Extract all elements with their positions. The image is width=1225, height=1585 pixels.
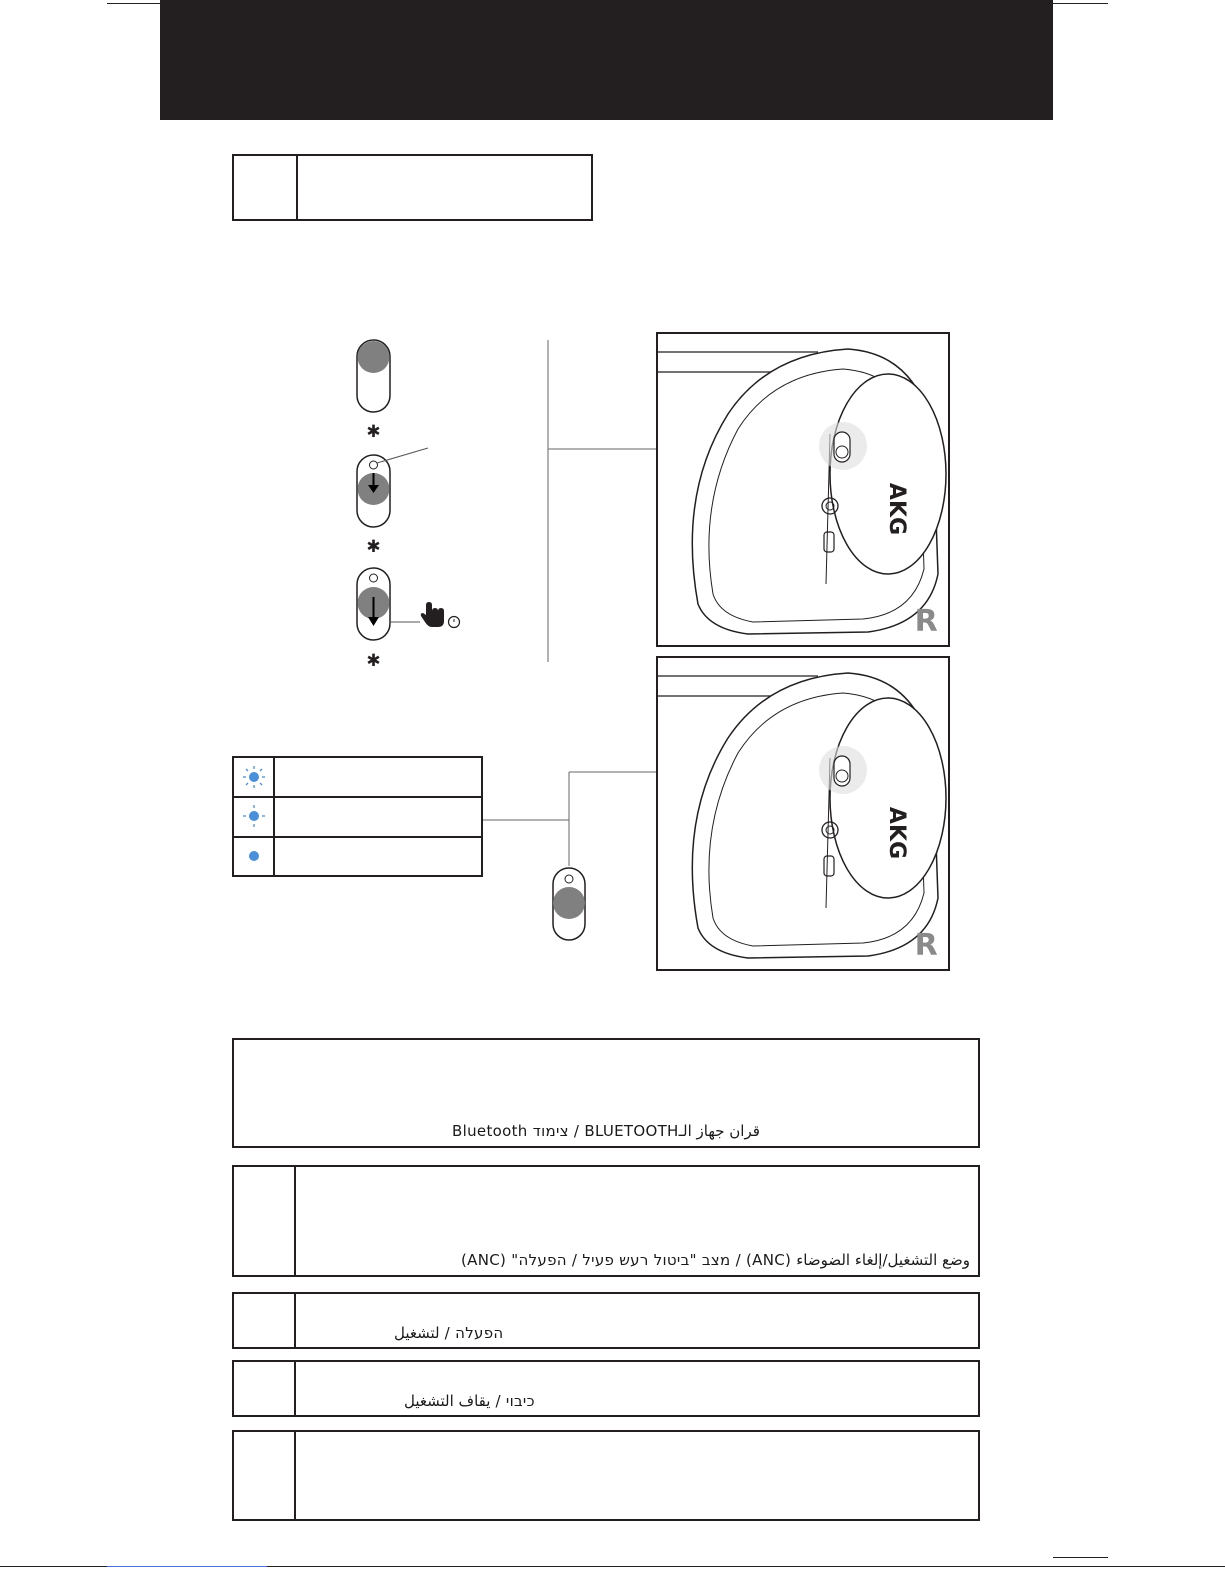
led-fast-blink-icon	[243, 766, 265, 788]
bottom-rule-right-short	[1053, 1557, 1108, 1558]
side-label-r-1: R	[914, 604, 938, 639]
step-box-divider	[296, 156, 298, 219]
top-rule-left	[107, 3, 160, 4]
earcup-illustration-2	[656, 656, 950, 971]
power-off-caption: כיבוי / يقاف التشغيل	[404, 1392, 535, 1410]
switch-on-icon	[357, 448, 428, 527]
bottom-rule-right	[1053, 1566, 1225, 1567]
anc-caption: (ANC) "מצב "ביטול רעש פעיל / הפעלה / (ANC) وضع التشغيل/إلغاء الضوضاء	[461, 1251, 970, 1269]
power-on-divider	[294, 1294, 296, 1347]
side-label-r-2: R	[914, 928, 938, 963]
akg-logo-2: AKG	[884, 806, 909, 860]
bluetooth-icon-1: ✱	[366, 422, 381, 442]
final-divider	[294, 1432, 296, 1519]
final-section	[232, 1430, 980, 1521]
pairing-section	[232, 1038, 980, 1148]
power-on-section	[232, 1292, 980, 1349]
bottom-rule-left	[0, 1566, 107, 1567]
press-hold-icon	[421, 602, 460, 628]
power-off-section	[232, 1360, 980, 1417]
switch-off-icon	[357, 340, 390, 412]
step-box-top	[232, 154, 593, 221]
bluetooth-icon-3: ✱	[366, 651, 381, 671]
top-rule-right	[1053, 3, 1108, 4]
power-on-caption: הפעלה / لتشغيل	[394, 1324, 504, 1342]
pairing-caption: Bluetooth צימוד / BLUETOOTHقران جهاز الـ	[452, 1122, 760, 1140]
header-banner	[160, 0, 1053, 120]
anc-section	[232, 1165, 980, 1277]
led-slow-blink-icon	[243, 805, 265, 827]
akg-logo-1: AKG	[884, 482, 909, 536]
led-solid-icon	[249, 851, 259, 861]
led-indicator-table	[232, 756, 483, 877]
bottom-rule-blue	[107, 1566, 267, 1567]
bluetooth-icon-2: ✱	[366, 537, 381, 557]
switch-hold-icon	[357, 568, 420, 640]
power-off-divider	[294, 1362, 296, 1415]
switch-status-icon	[550, 865, 590, 945]
earcup-illustration-1	[656, 332, 950, 647]
bottom-rule-main	[267, 1566, 1053, 1567]
switch-diagrams	[340, 335, 480, 675]
